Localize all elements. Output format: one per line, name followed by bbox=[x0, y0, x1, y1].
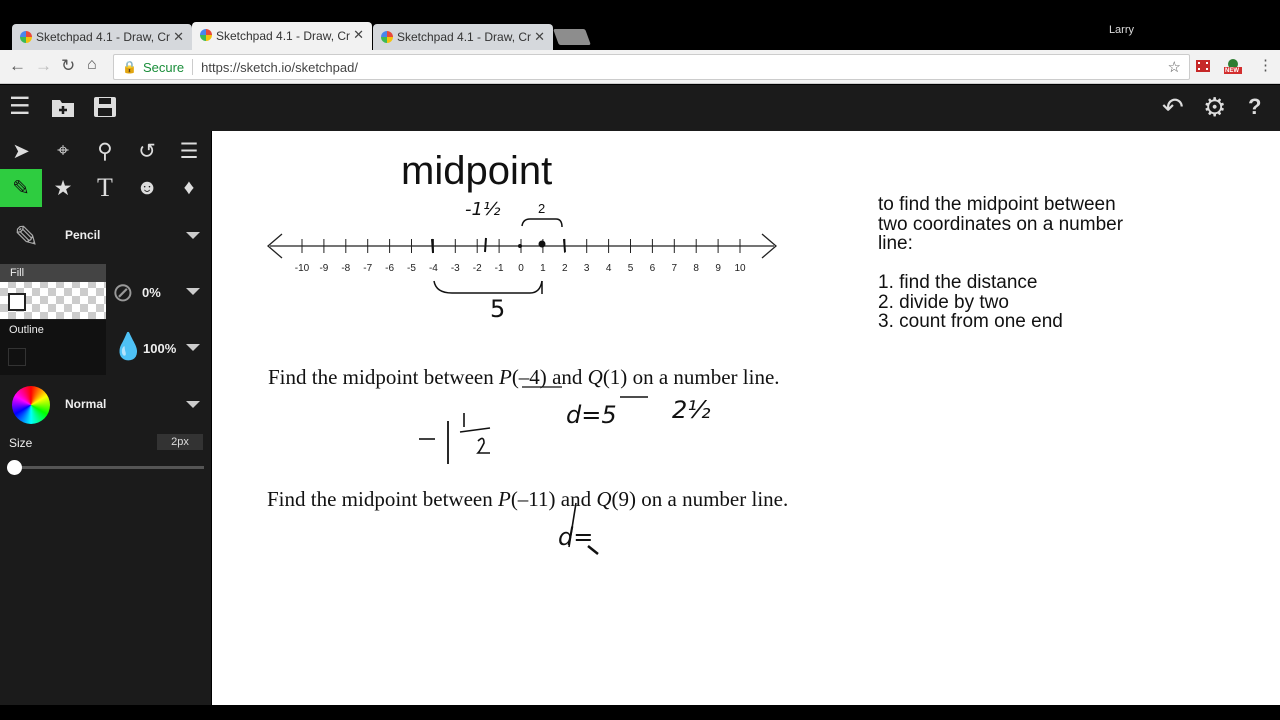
save-icon[interactable] bbox=[93, 96, 117, 118]
point-p: P bbox=[498, 365, 512, 389]
undo-icon[interactable]: ↶ bbox=[1162, 92, 1184, 122]
browser-tab-strip bbox=[0, 0, 1280, 50]
brush-name: Pencil bbox=[65, 228, 101, 242]
open-folder-icon[interactable] bbox=[51, 96, 75, 118]
note-line: two coordinates on a number bbox=[878, 213, 1124, 235]
hand-fraction-bar bbox=[460, 428, 490, 432]
problem-2 bbox=[267, 487, 788, 512]
tick-label: 6 bbox=[649, 263, 656, 274]
hand-distance: d= bbox=[558, 523, 594, 551]
tick-label: 3 bbox=[583, 263, 590, 274]
pencil-brush-icon: ✎ bbox=[14, 221, 40, 254]
video-extension-icon[interactable] bbox=[1195, 58, 1211, 74]
tick-label: 9 bbox=[715, 263, 721, 274]
problem-text: Find the midpoint between bbox=[268, 365, 499, 389]
tick-label: 1 bbox=[540, 263, 546, 274]
point-mark bbox=[564, 239, 565, 252]
tick-label: 5 bbox=[627, 263, 634, 274]
emoji-tool-icon[interactable]: ☻ bbox=[135, 176, 159, 199]
fill-bucket-tool-icon[interactable]: ♦ bbox=[183, 176, 195, 199]
hand-note: 5 bbox=[490, 295, 506, 323]
layers-tool-icon[interactable]: ☰ bbox=[179, 139, 199, 163]
note-line: line: bbox=[878, 233, 913, 254]
chrome-menu-icon[interactable]: ⋮ bbox=[1258, 57, 1273, 74]
lock-icon: 🔒 bbox=[122, 60, 137, 74]
tab-title: Sketchpad 4.1 - Draw, Cr bbox=[216, 29, 351, 43]
close-tab-icon[interactable]: ✕ bbox=[353, 27, 364, 42]
settings-icon[interactable]: ⚙ bbox=[1203, 92, 1227, 122]
problem-text: Find the midpoint between bbox=[267, 487, 498, 511]
size-slider-thumb[interactable] bbox=[7, 460, 22, 475]
opacity-drop-icon: ⊘ bbox=[112, 277, 134, 307]
step-3: 3. count from one end bbox=[878, 311, 1063, 332]
midpoint-dot bbox=[539, 241, 546, 248]
divider bbox=[192, 59, 193, 75]
fill-opacity[interactable]: 0% bbox=[142, 285, 161, 300]
text-tool-icon[interactable]: T bbox=[97, 173, 113, 202]
tick-label: -2 bbox=[472, 263, 482, 274]
outline-opacity[interactable]: 100% bbox=[143, 341, 177, 356]
sketchpad-favicon-icon bbox=[200, 29, 212, 41]
tick-label: 10 bbox=[734, 263, 746, 274]
bottom-bar bbox=[0, 705, 1280, 720]
zoom-tool-icon[interactable]: ⚲ bbox=[97, 139, 113, 163]
menu-icon[interactable]: ☰ bbox=[9, 93, 31, 120]
home-icon[interactable]: ⌂ bbox=[87, 56, 97, 73]
address-bar bbox=[0, 50, 1280, 84]
profile-name[interactable]: Larry bbox=[1108, 24, 1134, 36]
opacity-drop-icon: 💧 bbox=[112, 331, 145, 361]
chevron-down-icon[interactable] bbox=[186, 344, 200, 351]
crop-tool-icon[interactable]: ⌖ bbox=[57, 139, 69, 162]
tick-label: -6 bbox=[385, 263, 395, 274]
point-p-value: (–11) bbox=[510, 487, 556, 511]
tick-label: -9 bbox=[319, 263, 329, 274]
sketchpad-favicon-icon bbox=[20, 31, 32, 43]
problem-text: on a number line. bbox=[636, 487, 789, 511]
outline-color-box[interactable] bbox=[8, 348, 26, 366]
chevron-down-icon[interactable] bbox=[186, 288, 200, 295]
new-tab-button[interactable] bbox=[553, 29, 591, 45]
color-wheel-icon bbox=[12, 386, 50, 424]
tick-label: 8 bbox=[693, 263, 699, 274]
hand-note: -1½ bbox=[465, 199, 501, 220]
hand-distance: d=5 bbox=[566, 401, 617, 429]
tick-label: 7 bbox=[671, 263, 678, 274]
tick-label: -4 bbox=[428, 263, 438, 274]
secure-label: Secure bbox=[142, 59, 185, 75]
extension-badge: NEW bbox=[1225, 68, 1239, 74]
close-tab-icon[interactable]: ✕ bbox=[173, 29, 184, 44]
zero-dot bbox=[518, 244, 522, 248]
half-mark bbox=[485, 238, 486, 252]
step-2: 2. divide by two bbox=[878, 291, 1009, 313]
blend-mode-selector[interactable] bbox=[0, 381, 211, 429]
browser-tab-3[interactable] bbox=[373, 24, 553, 50]
point-q: Q bbox=[596, 487, 612, 511]
problem-text: and bbox=[546, 365, 588, 389]
forward-arrow-icon[interactable]: → bbox=[35, 56, 52, 75]
chevron-down-icon[interactable] bbox=[186, 401, 200, 408]
chevron-down-icon[interactable] bbox=[186, 232, 200, 239]
tick-label: -1 bbox=[494, 263, 504, 274]
size-slider-track[interactable] bbox=[12, 466, 204, 469]
size-label: Size bbox=[9, 436, 33, 450]
url-input[interactable] bbox=[113, 54, 1190, 80]
point-q-value: (1) bbox=[602, 365, 628, 389]
instructions-text bbox=[878, 195, 1123, 332]
tick-label: -3 bbox=[450, 263, 460, 274]
hand-answer bbox=[412, 421, 414, 422]
tab-title: Sketchpad 4.1 - Draw, Cr bbox=[36, 30, 171, 44]
tick-label: 2 bbox=[562, 263, 568, 274]
bookmark-star-icon[interactable]: ☆ bbox=[1167, 59, 1181, 76]
tool-panel bbox=[0, 131, 211, 705]
hand-half: 2½ bbox=[672, 396, 711, 424]
app-toolbar bbox=[0, 85, 1280, 131]
browser-tab-2[interactable] bbox=[192, 22, 372, 50]
fill-label: Fill bbox=[10, 267, 25, 279]
top-brace bbox=[522, 219, 562, 227]
point-p: P bbox=[497, 487, 511, 511]
history-tool-icon[interactable]: ↺ bbox=[138, 139, 156, 163]
select-tool-icon[interactable]: ➤ bbox=[12, 139, 30, 163]
hand-note: 2 bbox=[538, 201, 546, 216]
drawing-canvas[interactable] bbox=[212, 131, 1280, 705]
brush-selector[interactable] bbox=[0, 214, 211, 262]
fill-color-box[interactable] bbox=[8, 293, 26, 311]
tick-label: -8 bbox=[341, 263, 351, 274]
tick-label: -5 bbox=[407, 263, 416, 274]
browser-tab-1[interactable] bbox=[12, 24, 192, 50]
problem-text: and bbox=[555, 487, 597, 511]
point-q: Q bbox=[587, 365, 603, 389]
tick-label: -10 bbox=[294, 263, 310, 274]
blend-mode-label: Normal bbox=[65, 397, 107, 411]
back-arrow-icon[interactable]: ← bbox=[9, 56, 26, 75]
help-icon[interactable]: ? bbox=[1248, 94, 1262, 119]
problem-text: on a number line. bbox=[627, 365, 780, 389]
fill-header bbox=[0, 264, 106, 282]
reload-icon[interactable]: ↻ bbox=[61, 56, 76, 75]
point-q-value: (9) bbox=[611, 487, 637, 511]
sketchpad-favicon-icon bbox=[381, 31, 393, 43]
close-tab-icon[interactable]: ✕ bbox=[534, 29, 545, 44]
point-p-value: (–4) bbox=[511, 365, 547, 389]
tick-label: 0 bbox=[518, 263, 524, 274]
hand-denominator bbox=[478, 438, 490, 453]
page-title: midpoint bbox=[401, 149, 553, 193]
tick-label: -7 bbox=[363, 263, 373, 274]
tab-title: Sketchpad 4.1 - Draw, Cr bbox=[397, 30, 532, 44]
note-line: to find the midpoint between bbox=[878, 194, 1116, 215]
problem-1 bbox=[268, 365, 780, 390]
url-text: https://sketch.io/sketchpad/ bbox=[201, 59, 358, 75]
bottom-brace bbox=[434, 281, 542, 293]
outline-label: Outline bbox=[9, 324, 44, 336]
point-p-mark bbox=[432, 239, 433, 253]
star-shape-tool-icon[interactable]: ★ bbox=[53, 176, 73, 200]
step-1: 1. find the distance bbox=[878, 272, 1038, 293]
tick-label: 4 bbox=[605, 263, 612, 274]
size-value[interactable]: 2px bbox=[157, 434, 203, 450]
pencil-tool-icon[interactable]: ✎ bbox=[0, 169, 42, 207]
